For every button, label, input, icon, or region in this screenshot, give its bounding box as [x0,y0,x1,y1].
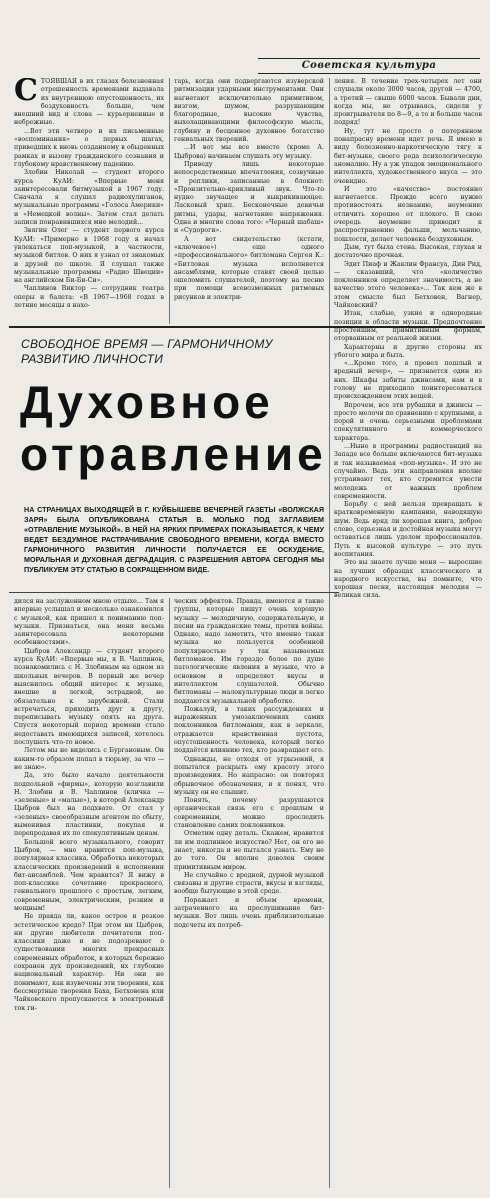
left-column-bottom [14,598,164,1188]
column-divider [169,598,170,1188]
paragraph: Не правда ли, какое острое и резкое эстетическое кредо? При этом ни Цыбров, ни другие любители почитатели поп-классики даже и не подозревают о существовании многих прекрасных современных обработок, в которых бережно сохранен дух произведений, их глубокие национальный характер. Ни они не понимают, как изувечены эти творения, как бессмертные творения Баха, Бетховена или Чайковского пропускаются в электронный ток ги- [14,913,164,1012]
paragraph: ления. В течение трех-четырех лет они слушали около 3000 часов, другой — 4700, а третий — свыше 6000 часов. Бывали дни, когда мы, не отрываясь, сидели у проигрывателя по 8—9, а то и больше часов подряд! [334,78,482,127]
drop-cap: С [14,78,38,108]
paragraph: Большой всего музыкального, говорит Цыбров, — мне нравится поп-музыка, популярная классика. Обработка некоторых классических произведений в исполнении бит-ансамблей. Чем нравится? Я вижу в поп-классике сочетание прекрасного, гениального прошлого с простым, легким, современным, электрическим, резким и мощным! [14,838,164,912]
paragraph: Борьбу с ней нельзя превращать в кратковременную кампанию, наводящую шум. Ведь вряд ли хорошая книга, доброе слово, серьезная и достойная музыка могут оставаться лишь уделом профессионалов. Путь к высокой культуре — это путь воспитания. [334,501,482,558]
paragraph: Это вы знаете лучше меня — выросшие на лучших образцах классического и народного искусства, вы помните, что хорошая песня, настоящая мелодия — великая сила. [334,559,482,600]
paragraph: Итак, слабые, узкие и однородные позиции в области музыки. Предпочтение простейшим, примитивным формам, оторванным от реальной жизни. [334,310,482,343]
rubric-kicker: СВОБОДНОЕ ВРЕМЯ — ГАРМОНИЧНОМУ РАЗВИТИЮ ЛИЧНОСТИ [21,337,273,366]
paragraph: Чаплинов Виктор — сотрудник театра оперы и балета: «В 1967—1968 годах в летние месяцы я нахо- [14,285,164,310]
paragraph: А вот свидетельство (кстати, «ключевое») еще одного «профессионального» битломана Сергея К.: «Битловая музыка исполняется ансамблями, которые ставят своей целью ошеломить слушателей, поэтому на песню при помощи всевозможных ритмовых рисунков и электри- [174,235,324,301]
paragraph: Однажды, не отходя от угрызений, я попытался раскрыть ему красоту этого произведения. Но напрасно: он повторял обрывочное обозначения, и я понял, что музыку он не слышит. [174,755,324,796]
middle-column-bottom [174,598,324,1188]
paragraph: ...Ныне в программы радиостанций на Западе все больше включаются бит-музыка и так называемая «поп-музыка». И это не случайно. Ведь эти направления вполне устраивают тех, кто стремится увести молодежь от важных проблем современности. [334,443,482,500]
headline-line: отравление [20,428,327,480]
left-column-top [14,78,164,324]
headline-line: Духовное [20,376,274,428]
column-divider [329,78,330,1188]
paragraph: Звягин Олег — студент первого курса КуАИ: «Примерно в 1968 году я начал увлекаться поп-музыкой, в частности, музыкой битлов. О них я узнал от знакомых и друзей по школе. Я слушал также музыкальные программы «Радио Швеции» на английском Би-Би-Си». [14,227,164,285]
paragraph: дился на заслуженном мною отдыхе... Там я впервые услышал и несколько ознакомился с музыкой, как пришел к пониманию поп-музыки. Признаться, она меня весьма заинтересовала некоторыми особенностями». [14,598,164,647]
paragraph: Не случайно с вредной, дурной музыкой связаны и другие страсти, вкусы и взгляды, вообще бытующие в этой среде. [174,871,324,896]
paragraph: Летом мы не виделись с Бургановым. Он каким-то образом попал в тюрьму, за что — не знаю». [14,747,164,771]
page-header [0,0,490,70]
paragraph: Дым, тут была стена. Высокая, глухая и достаточно прочная. [334,243,482,260]
article-headline [20,376,327,480]
article-lead: НА СТРАНИЦАХ ВЫХОДЯЩЕЙ В Г. КУЙБЫШЕВЕ ВЕЧЕРНЕЙ ГАЗЕТЫ «ВОЛЖСКАЯ ЗАРЯ» БЫЛА ОПУБЛИКОВАНА СТАТЬЯ В. МОЛЬКО ПОД ЗАГЛАВИЕМ «ОТРАВЛЕНИЕ МУЗЫКОЙ». В НЕЙ НА ЯРКИХ ПРИМЕРАХ ПОКАЗЫВАЕТСЯ, К ЧЕМУ ВЕДЕТ БЕЗДУМНОЕ РАСТРАЧИВАНИЕ СВОБОДНОГО ВРЕМЕНИ, КОГДА ВМЕСТО ГАРМОНИЧНОГО РАЗВИТИЯ ЛИЧНОСТИ ПОЛУЧАЕТСЯ ЕЕ ОСКУДЕНИЕ, МОРАЛЬНАЯ И ДУХОВНАЯ ДЕГРАДАЦИЯ. С РАЗРЕШЕНИЯ АВТОРА СЕГОДНЯ МЫ ПУБЛИКУЕМ ЭТУ СТАТЬЮ В СОКРАЩЕННОМ ВИДЕ. [24,505,324,574]
paragraph: Эдит Пиаф и Жаклин Франсуа, Дин Рид, — сказавший, что «количество поклонников определяет значимость, а не качество этого человека»... Так кем же в этом смысле был Бетховен, Вагнер, Чайковский? [334,260,482,310]
newspaper-masthead: Советская культура [258,58,480,74]
paragraph: Приведу лишь некоторые непосредственные впечатления, созвучные и реплики, записанные в блокнот: «Пронзительно-крикливый звук. Что-то нудно звучащее и выкрикивающее. Ласковый хрип. Бесконечные девичьи ритмы, удары, нагнетание напряжения. Одна и многие слова того: «Черный шабаш» и «Судороги». [174,160,324,235]
paragraph: «...Кроме того, я провел пошлый и вредный вечер», — признается один из них. Шкафы забиты джинсами, нам и в голову не приходило поинтересоваться происхождением этих вещей. [334,360,482,401]
column-divider [169,78,170,324]
paragraph: Отметим одну деталь. Скажем, нравится ли им подлинное искусство? Нет, он его не знает, никогда и не пытался узнать. Ему не до того. Он вполне доволен своим примитивным миром. [174,830,324,871]
right-column [334,78,482,1190]
paragraph: Понять, почему разрушаются органическая связь его с прошлым и современным, можно проследить становление самих поклонников. [174,797,324,830]
paragraph: Впрочем, все эти рубашки и джинсы — просто мелочи по сравнению с крупными, а порой и очень серьезными проблемами спекулятивного и коммерческого характера. [334,401,482,442]
paragraph: И это «качество» постоянно нагнетается. Прежде всего нужно противостоять незнанию, неумению отличить хорошее от плохого. В свою очередь неумение приводит к распространению фальши, мельчанию, пошлости, делает человека бездуховным. [334,185,482,243]
paragraph: Цыбров Александр — студент второго курса КуАИ: «Впервые мы, я В. Чаплинов, познакомились с Н. Злобиным на одном из школьных вечеров. В первый же вечер выяснилось общий интерес к музыке, внешне и легкой, эстрадной, не обязательно к зарубежной. Стали встречаться, приходить друг к другу, переписывать музыку опять на друга. Спустя некоторый период времени стало недоставать имеющихся записей, хотелось послушать что-то новое. [14,647,164,747]
paragraph: Поражает и объем времени, затраченного на прослушивание бит-музыки. Вот лишь очень приблизительные подсчеты их потреб- [174,896,324,929]
paragraph: ческих эффектов. Правда, имеются и такие группы, которые пишут очень хорошую музыку — мелодичную, содержательную, и песни на гражданские темы, против войны. Однако, надо заметить, что именно такая музыка не пользуется особенной популярностью у так называемых битломанов. Им гораздо более по душе патологические явления в музыке, что в основном и определяет вкусы и интеллектом слушателей. Обычно битломаны — малокультурные люди и легко поддаются музыкальной обработке. [174,598,324,705]
paragraph: Характерны и другие стороны их убогого мира и быта. [334,343,482,359]
paragraph: Злобин Николай — студент второго курса КуАИ: «Впервые меня заинтересовали битмузыкой в 1967 году. Сначала я слушал радиохулиганов, музыкальные программы «Голоса Америки» и «Немецкой волны». Затем стал делать записи понравившихся мне мелодий... [14,169,164,227]
divider-rule [9,592,339,593]
paragraph: Пожалуй, в таких рассуждениях и выраженных умозаключениях самих поклонников битломании, как в зеркале, отражается нравственная пустота, опустошенность человека, который легко поддаётся влиянию тех, кто развращает его. [174,705,324,755]
paragraph: Ну, тут не просто о потерянном понапрасну времени идет речь. Я имею в виду болезненно-наркотическую тягу к бит-музыке, своего рода психологическую аномалию. Ну а уж упадок эмоционального интеллекта, художественного вкуса — это очевидно. [334,127,482,185]
paragraph: ТОЯВШАЯ в их глазах болезненная отрешенность временами выдавала их внутреннюю опустошенность, их бездуховность больше, чем внешний вид и слова — курьерненные и небрежные. [14,78,164,127]
paragraph: ...И вот мы все вместе (кроме А. Цыброва) начинаем слушать эту музыку. [174,144,324,160]
paragraph: Да, это было начало деятельности подпольной «фирмы», которую возглавили Н. Злобин и В. Чаплинов (кличка — «зеленые» и «малые»), в которой Александр Цыбров был на подхвате. От стал у «зеленых» своеобразным агентом по сбыту, выменивая пластинки, покупая и перепродавая их по спекулятивным ценам. [14,772,164,838]
paragraph: тарь, когда они подвергаются изуверской ритмизации ударными инструментами. Они нагнетают исключительно примитивом, визгом, шумом, разрушающим благородные, высокие чувства, выхолащивающими философскую мысль, глубину и бесценное духовное богатство гениальных творений. [174,78,324,144]
paragraph: ...Вот эти четверо и их письменные «воспоминания» о первых шагах, приведших к вновь созданному в обыденных рамках и вызову гражданского сознания и глубокому нравственному падению. [14,127,164,168]
middle-column-top [174,78,324,324]
